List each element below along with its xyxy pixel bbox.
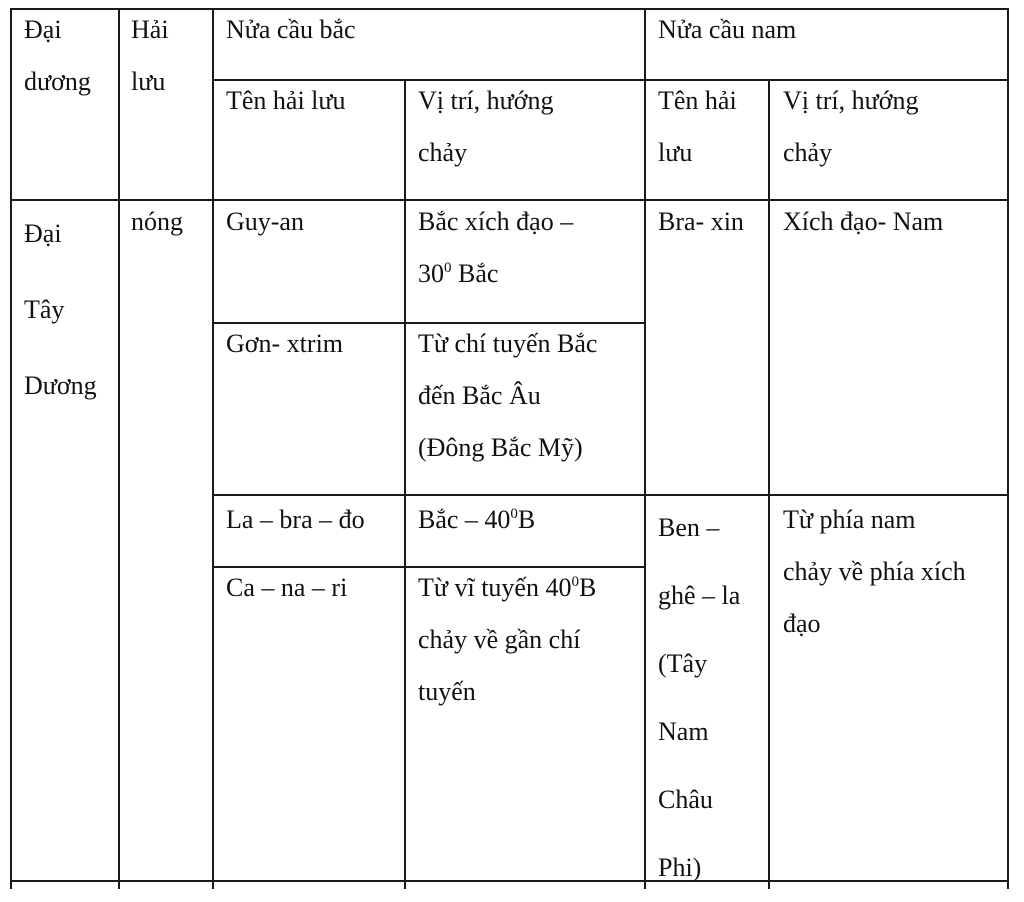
table-border-left (10, 8, 12, 889)
table-border-bottom (10, 880, 1009, 882)
north-position-canari: Từ vĩ tuyến $40^0B$ chảy về gần chí tuyến (418, 573, 597, 706)
col-divider-current (212, 8, 214, 889)
north-name-guyan: Guy-an (226, 207, 304, 236)
header-north-position: Vị trí, hướng chảy (418, 86, 554, 167)
header-south-hemisphere: Nửa cầu nam (658, 15, 797, 44)
header-south-position: Vị trí, hướng chảy (783, 86, 919, 167)
col-divider-hemisphere (644, 8, 646, 889)
north-name-labrado: La – bra – đo (226, 505, 365, 534)
north-position-labrado: Bắc – $40^0B$ (418, 505, 536, 534)
north-name-gonxtrim: Gơn- xtrim (226, 329, 344, 358)
col-divider-south-name (768, 79, 770, 889)
south-name-braxin: Bra- xin (658, 207, 744, 236)
current-type: nóng (131, 207, 183, 236)
header-north-name: Tên hải lưu (226, 86, 346, 115)
ocean-name: Đại Tây Dương (24, 219, 97, 400)
header-north-hemisphere: Nửa cầu bắc (226, 15, 356, 44)
table-border-right (1007, 8, 1009, 889)
header-ocean: Đại dương (24, 15, 91, 96)
col-divider-ocean (118, 8, 120, 889)
south-position-benghela: Từ phía nam chảy về phía xích đạo (783, 505, 966, 638)
north-position-guyan: Bắc xích đạo – $30^0$ Bắc (418, 207, 574, 288)
north-name-canari: Ca – na – ri (226, 573, 348, 602)
header-current: Hải lưu (131, 15, 169, 96)
col-divider-north-name (404, 79, 406, 889)
south-position-braxin: Xích đạo- Nam (783, 207, 944, 236)
south-name-benghela: Ben – ghê – la (Tây Nam Châu Phi) (658, 513, 741, 882)
north-position-gonxtrim: Từ chí tuyến Bắc đến Bắc Âu (Đông Bắc Mỹ) (418, 329, 598, 462)
header-south-name: Tên hải lưu (658, 86, 737, 167)
